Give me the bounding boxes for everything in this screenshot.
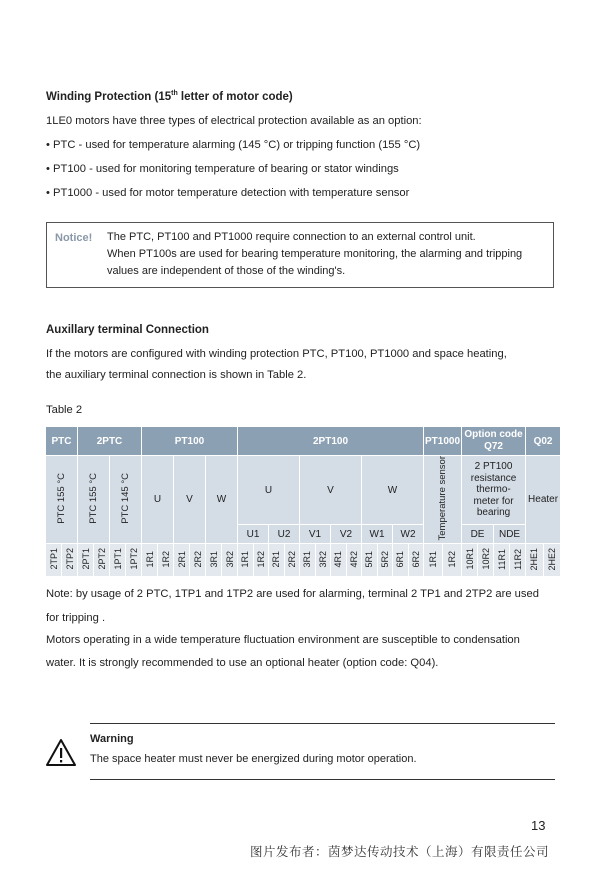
sub-u1: U1 bbox=[238, 525, 269, 544]
aux-text-line-1: If the motors are configured with winding protection PTC, PT100, PT1000 and space heating, bbox=[46, 348, 507, 360]
sub-v2: V2 bbox=[331, 525, 362, 544]
pt100-v: V bbox=[174, 456, 206, 544]
pt100-u: U bbox=[142, 456, 174, 544]
terminal-cell: 1R2 bbox=[443, 544, 462, 577]
terminal-cell: 1R1 bbox=[238, 544, 254, 577]
heater-cell: Heater bbox=[526, 456, 561, 544]
warning-bottom-rule bbox=[90, 779, 555, 780]
terminal-cell: 3R2 bbox=[222, 544, 238, 577]
terminal-cell: 1R1 bbox=[142, 544, 158, 577]
notice-text: The PTC, PT100 and PT1000 require connection to an external control unit. When PT100s are used for bearing temperature monitoring, the alarming and tripping values are independent of those of the winding's. bbox=[107, 231, 523, 277]
winding-protection-heading: Winding Protection (15th letter of motor code) bbox=[46, 90, 293, 103]
sub-nde: NDE bbox=[494, 525, 526, 544]
warning-top-rule bbox=[90, 723, 555, 724]
sub-u2: U2 bbox=[269, 525, 300, 544]
page-number: 13 bbox=[531, 818, 546, 833]
aux-text-line-2: the auxiliary terminal connection is shown in Table 2. bbox=[46, 369, 307, 381]
terminal-cell: 1R2 bbox=[158, 544, 174, 577]
aux-terminal-heading: Auxillary terminal Connection bbox=[46, 324, 209, 336]
terminal-cell: 10R1 bbox=[462, 544, 478, 577]
2pt100-u: U bbox=[238, 456, 300, 525]
header-ptc: PTC bbox=[46, 427, 78, 456]
ptc-155-cell: PTC 155 °C bbox=[46, 456, 78, 544]
terminal-cell: 5R2 bbox=[377, 544, 393, 577]
pt100-w: W bbox=[206, 456, 238, 544]
terminal-table bbox=[45, 426, 561, 577]
terminal-cell: 11R2 bbox=[510, 544, 526, 577]
warning-triangle-icon bbox=[45, 738, 77, 773]
terminal-cell: 2PT1 bbox=[78, 544, 94, 577]
terminal-cell: 2HE2 bbox=[543, 544, 561, 577]
terminal-cell: 2R1 bbox=[174, 544, 190, 577]
note-line-3: Motors operating in a wide temperature fluctuation environment are susceptible to condensation bbox=[46, 634, 520, 646]
bullet-ptc: • PTC - used for temperature alarming (145 °C) or tripping function (155 °C) bbox=[46, 139, 421, 151]
terminal-cell: 3R1 bbox=[300, 544, 316, 577]
header-pt100: PT100 bbox=[142, 427, 238, 456]
terminal-cell: 6R1 bbox=[393, 544, 409, 577]
publisher-footer: 图片发布者：茵梦达传动技术（上海）有限责任公司 bbox=[250, 845, 550, 859]
header-2pt100: 2PT100 bbox=[238, 427, 424, 456]
sub-w2: W2 bbox=[393, 525, 424, 544]
intro-text: 1LE0 motors have three types of electrical protection available as an option: bbox=[46, 115, 422, 127]
table-header-row bbox=[46, 427, 561, 456]
terminal-cell: 3R1 bbox=[206, 544, 222, 577]
header-pt1000: PT1000 bbox=[424, 427, 462, 456]
terminal-cell: 2R2 bbox=[190, 544, 206, 577]
notice-label: Notice! bbox=[55, 232, 93, 244]
sub-w1: W1 bbox=[362, 525, 393, 544]
2pt100-v: V bbox=[300, 456, 362, 525]
note-line-2: for tripping . bbox=[46, 612, 106, 624]
terminal-row bbox=[46, 544, 561, 577]
ptc-155-cell-2: PTC 155 °C bbox=[78, 456, 110, 544]
terminal-cell: 5R1 bbox=[362, 544, 378, 577]
terminal-cell: 6R2 bbox=[408, 544, 424, 577]
terminal-cell: 1R1 bbox=[424, 544, 443, 577]
header-2ptc: 2PTC bbox=[78, 427, 142, 456]
terminal-cell: 10R2 bbox=[478, 544, 494, 577]
table-sub-row-1 bbox=[46, 456, 561, 525]
2pt100-w: W bbox=[362, 456, 424, 525]
warning-text: The space heater must never be energized during motor operation. bbox=[90, 753, 417, 765]
terminal-cell: 4R1 bbox=[331, 544, 347, 577]
terminal-cell: 2TP2 bbox=[62, 544, 78, 577]
temperature-sensor-cell: Temperature sensor bbox=[424, 456, 462, 544]
sub-v1: V1 bbox=[300, 525, 331, 544]
terminal-cell: 2HE1 bbox=[526, 544, 544, 577]
terminal-cell: 2PT2 bbox=[94, 544, 110, 577]
notice-box bbox=[46, 222, 554, 288]
ptc-145-cell: PTC 145 °C bbox=[110, 456, 142, 544]
resistance-cell: 2 PT100 resistance thermo-meter for bearing bbox=[462, 456, 526, 525]
warning-title: Warning bbox=[90, 733, 134, 745]
terminal-cell: 2R2 bbox=[284, 544, 300, 577]
terminal-cell: 2R1 bbox=[269, 544, 285, 577]
header-option-q72: Option code Q72 bbox=[462, 427, 526, 456]
terminal-cell: 1PT1 bbox=[110, 544, 126, 577]
terminal-cell: 11R1 bbox=[494, 544, 510, 577]
terminal-cell: 1R2 bbox=[253, 544, 269, 577]
terminal-cell: 4R2 bbox=[346, 544, 362, 577]
header-q02: Q02 bbox=[526, 427, 561, 456]
table-label: Table 2 bbox=[46, 404, 83, 416]
note-line-1: Note: by usage of 2 PTC, 1TP1 and 1TP2 are used for alarming, terminal 2 TP1 and 2TP2 are used bbox=[46, 588, 539, 600]
sub-de: DE bbox=[462, 525, 494, 544]
bullet-pt1000: • PT1000 - used for motor temperature detection with temperature sensor bbox=[46, 187, 410, 199]
note-line-4: water. It is strongly recommended to use an optional heater (option code: Q04). bbox=[46, 657, 439, 669]
terminal-cell: 1PT2 bbox=[126, 544, 142, 577]
bullet-pt100: • PT100 - used for monitoring temperature of bearing or stator windings bbox=[46, 163, 399, 175]
terminal-cell: 2TP1 bbox=[46, 544, 62, 577]
terminal-cell: 3R2 bbox=[315, 544, 331, 577]
